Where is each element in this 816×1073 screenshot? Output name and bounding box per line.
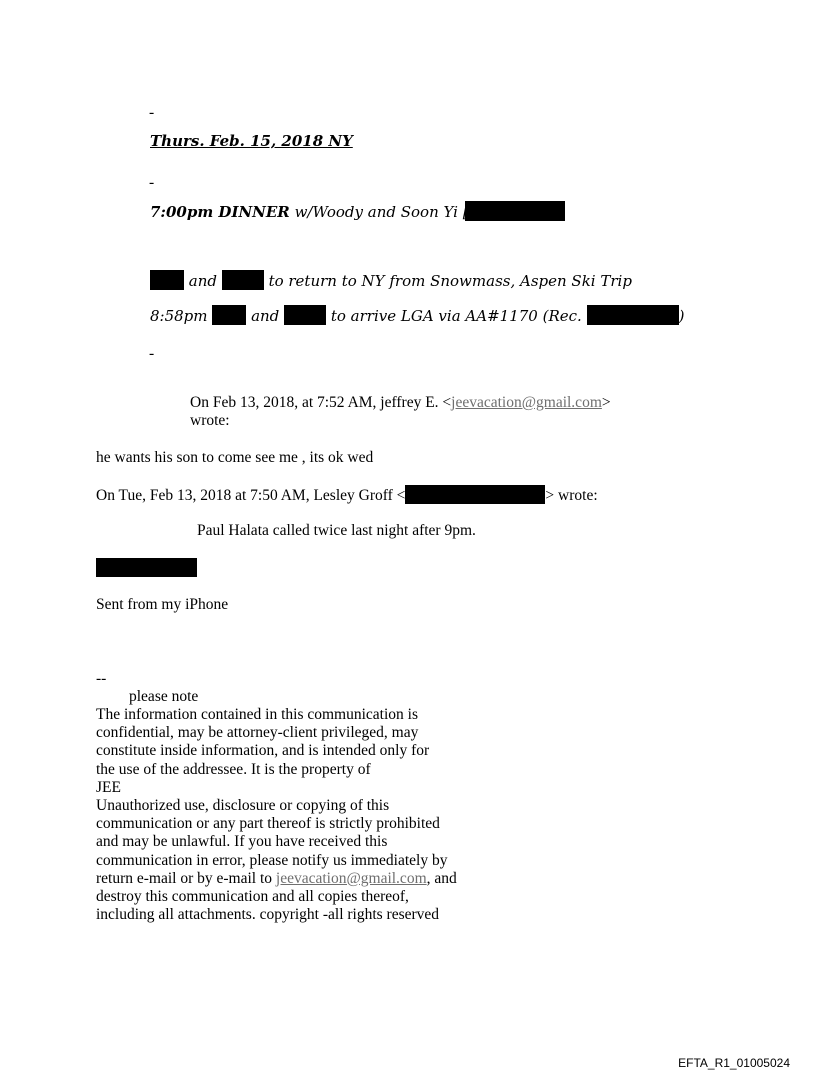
second-header-prefix: On Tue, Feb 13, 2018 at 7:50 AM, Lesley Groff < xyxy=(96,487,406,504)
return-line xyxy=(150,270,632,291)
arrive-details: to arrive LGA via AA#1170 (Rec. xyxy=(330,307,582,325)
quote-email-link[interactable]: jeevacation@gmail.com xyxy=(451,394,602,411)
disclaimer-line: confidential, may be attorney-client privileged, may xyxy=(96,724,419,742)
disclaimer-line: The information contained in this communication is xyxy=(96,706,418,723)
disclaimer-line: constitute inside information, and is intended only for xyxy=(96,742,430,760)
quote-header-suffix: > xyxy=(601,394,611,411)
disclaimer-line: Unauthorized use, disclosure or copying of this xyxy=(96,797,390,815)
sig-separator: -- xyxy=(96,670,107,687)
dash-1: - xyxy=(149,104,155,121)
return-details: to return to NY from Snowmass, Aspen Ski Trip xyxy=(268,272,632,290)
redaction-box xyxy=(222,270,264,290)
second-header-suffix: > wrote: xyxy=(545,487,598,504)
quote-wrote: wrote: xyxy=(190,412,230,429)
document-id: EFTA_R1_01005024 xyxy=(678,1056,790,1070)
dash-3: - xyxy=(149,345,155,362)
quote-header xyxy=(190,394,611,412)
disclaimer-line: communication in error, please notify us immediately by xyxy=(96,851,448,869)
redaction-box xyxy=(150,270,184,290)
arrive-line xyxy=(150,305,684,326)
disclaimer-email-line xyxy=(96,870,476,888)
signature: Sent from my iPhone xyxy=(96,596,229,613)
disclaimer-line: including all attachments. copyright -all rights reserved xyxy=(96,906,440,924)
dinner-line xyxy=(150,201,565,222)
redaction-box xyxy=(405,485,545,504)
disclaimer-line: destroy this communication and all copies thereof, xyxy=(96,888,409,906)
redaction-box xyxy=(587,305,679,325)
disclaimer-line: the use of the addressee. It is the property of xyxy=(96,760,371,778)
redaction-box xyxy=(96,558,197,577)
arrive-close: ) xyxy=(678,307,685,325)
please-note: please note xyxy=(129,688,199,705)
disclaimer-email-prefix: return e-mail or by e-mail to xyxy=(96,869,276,887)
dinner-time: 7:00pm DINNER xyxy=(150,203,290,221)
dinner-details: w/Woody and Soon Yi xyxy=(294,203,458,221)
quote-header-prefix: On Feb 13, 2018, at 7:52 AM, jeffrey E. < xyxy=(190,394,452,411)
redaction-box xyxy=(212,305,246,325)
message-body: Paul Halata called twice last night after 9pm. xyxy=(197,522,476,539)
disclaimer-line: and may be unlawful. If you have received this xyxy=(96,833,388,851)
disclaimer-email-link[interactable]: jeevacation@gmail.com xyxy=(275,869,427,887)
arrive-and: and xyxy=(251,307,280,325)
redaction-box xyxy=(284,305,326,325)
disclaimer-email-suffix: , and xyxy=(426,869,457,887)
reply-text: he wants his son to come see me , its ok wed xyxy=(96,449,374,466)
disclaimer xyxy=(96,706,476,924)
dash-2: - xyxy=(149,174,155,191)
redaction-box xyxy=(465,201,565,221)
return-and: and xyxy=(188,272,217,290)
disclaimer-line: JEE xyxy=(96,778,121,796)
date-heading: Thurs. Feb. 15, 2018 NY xyxy=(150,132,353,150)
arrive-time: 8:58pm xyxy=(150,307,208,325)
second-header xyxy=(96,485,598,505)
disclaimer-line: communication or any part thereof is strictly prohibited xyxy=(96,815,440,833)
